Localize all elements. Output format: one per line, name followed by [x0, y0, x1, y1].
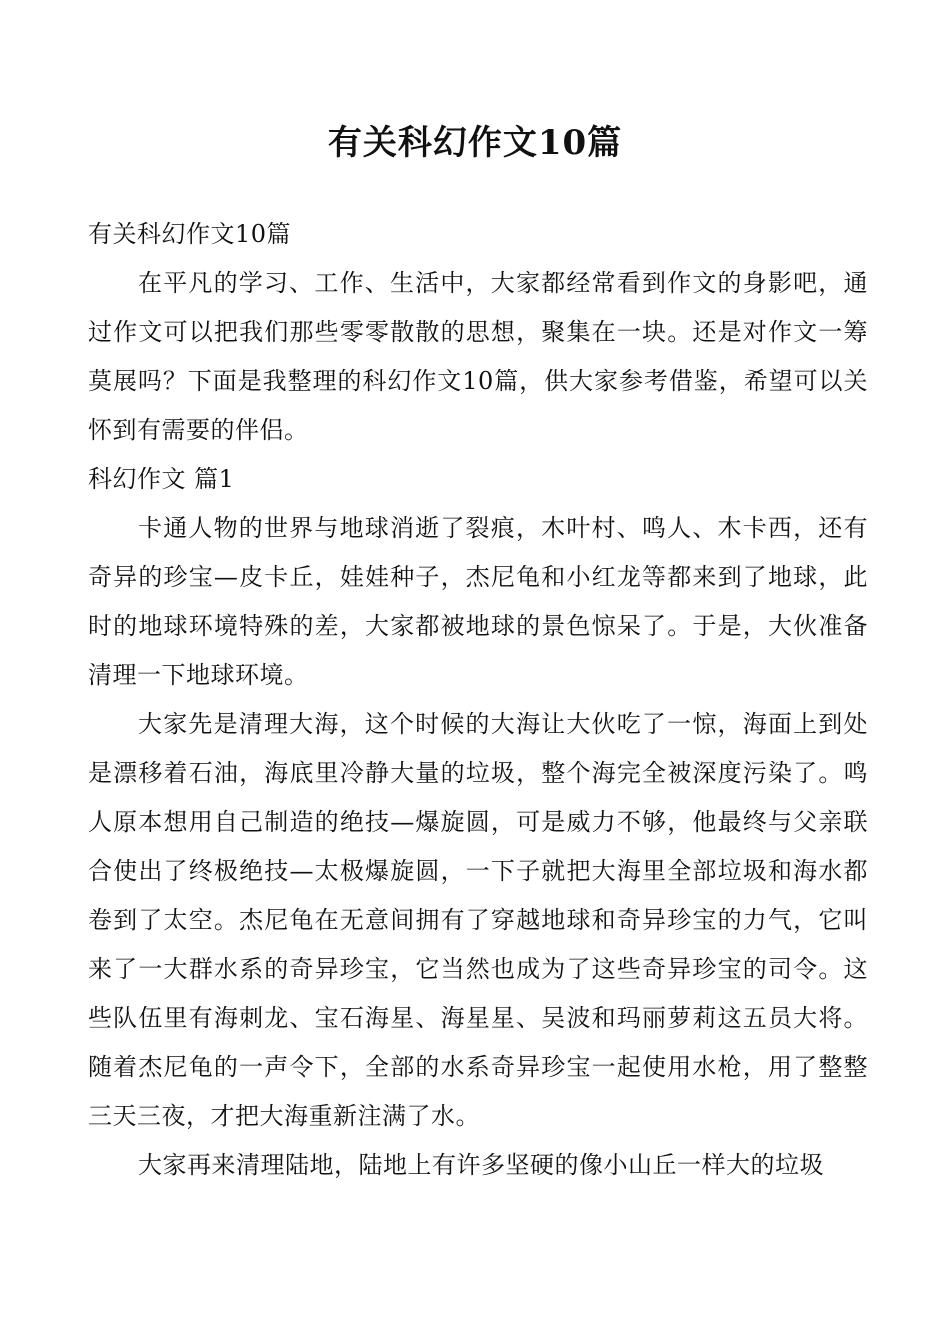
document-subtitle: 有关科幻作文10篇 — [88, 220, 292, 248]
body-paragraph-3: 大家再来清理陆地，陆地上有许多坚硬的像小山丘一样大的垃圾 — [138, 1151, 824, 1179]
document-title: 有关科幻作文10篇 — [327, 123, 623, 163]
section-heading: 科幻作文 篇1 — [88, 465, 235, 493]
document-body — [88, 210, 868, 1190]
intro-paragraph: 在平凡的学习、工作、生活中，大家都经常看到作文的身影吧，通过作文可以把我们那些零零散散的思想，聚集在一块。还是对作文一筹莫展吗？下面是我整理的科幻作文10篇，供大家参考借鉴，希望可以关怀到有需要的伴侣。 — [88, 269, 868, 444]
body-paragraph-1: 卡通人物的世界与地球消逝了裂痕，木叶村、鸣人、木卡西，还有奇异的珍宝—皮卡丘，娃娃种子，杰尼龟和小红龙等都来到了地球，此时的地球环境特殊的差，大家都被地球的景色惊呆了。于是，大伙准备清理一下地球环境。 — [88, 514, 868, 689]
body-paragraph-2: 大家先是清理大海，这个时候的大海让大伙吃了一惊，海面上到处是漂移着石油，海底里冷静大量的垃圾，整个海完全被深度污染了。鸣人原本想用自己制造的绝技—爆旋圆，可是威力不够，他最终与父亲联合使出了终极绝技—太极爆旋圆，一下子就把大海里全部垃圾和海水都卷到了太空。杰尼龟在无意间拥有了穿越地球和奇异珍宝的力气，它叫来了一大群水系的奇异珍宝，它当然也成为了这些奇异珍宝的司令。这些队伍里有海刺龙、宝石海星、海星星、吴波和玛丽萝莉这五员大将。随着杰尼龟的一声令下，全部的水系奇异珍宝一起使用水枪，用了整整三天三夜，才把大海重新注满了水。 — [88, 710, 868, 1130]
